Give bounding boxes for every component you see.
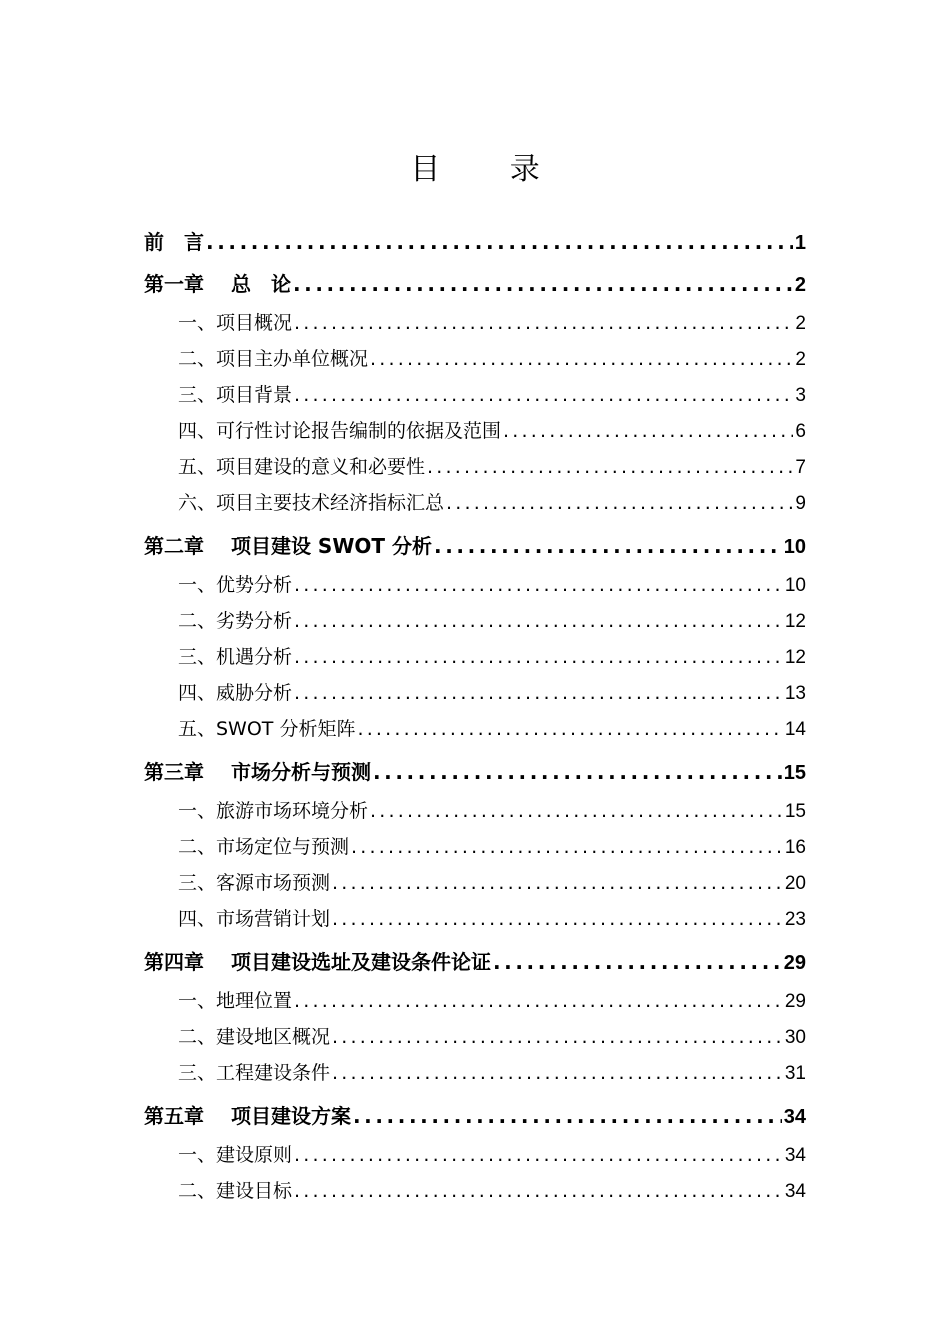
toc-entry-label: 一、旅游市场环境分析	[178, 800, 369, 822]
toc-section-row[interactable]	[144, 829, 806, 865]
toc-page-number: 10	[784, 575, 806, 596]
toc-entry-label: 三、工程建设条件	[178, 1062, 331, 1084]
toc-page-number: 14	[784, 719, 806, 740]
toc-entry-label: 三、项目背景	[178, 384, 293, 406]
toc-section-row[interactable]	[144, 603, 806, 639]
toc-page-number: 30	[784, 1027, 806, 1048]
toc-entry-label: 四、威胁分析	[178, 682, 293, 704]
toc-page-number: 6	[795, 421, 806, 442]
toc-leader-dots	[206, 221, 793, 263]
toc-entry-label: 一、优势分析	[178, 574, 293, 596]
toc-section-row[interactable]	[144, 639, 806, 675]
toc-section-row[interactable]	[144, 793, 806, 829]
toc-page-number: 31	[784, 1063, 806, 1084]
toc-entry-label: 二、劣势分析	[178, 610, 293, 632]
toc-leader-dots	[294, 305, 793, 341]
toc-page-number: 3	[795, 385, 806, 406]
toc-entry-label: 四、可行性讨论报告编制的依据及范围	[178, 420, 502, 442]
toc-section-row[interactable]	[144, 711, 806, 747]
toc-entry-label: 第一章 总 论	[144, 272, 291, 296]
toc-section-row[interactable]	[144, 485, 806, 521]
toc-entry-label: 五、SWOT 分析矩阵	[178, 718, 356, 740]
toc-entry-label: 四、市场营销计划	[178, 908, 331, 930]
toc-chapter-row[interactable]	[144, 1095, 806, 1137]
toc-leader-dots	[357, 711, 782, 747]
toc-entry-label: 第二章 项目建设 SWOT 分析	[144, 534, 432, 558]
toc-leader-dots	[294, 675, 783, 711]
toc-section-row[interactable]	[144, 305, 806, 341]
toc-section-row[interactable]	[144, 1173, 806, 1209]
toc-section-row[interactable]	[144, 983, 806, 1019]
toc-page-number: 9	[795, 493, 806, 514]
toc-leader-dots	[332, 1055, 783, 1091]
toc-page-number: 12	[784, 647, 806, 668]
toc-entry-label: 二、建设目标	[178, 1180, 293, 1202]
toc-leader-dots	[294, 639, 783, 675]
toc-chapter-row[interactable]	[144, 221, 806, 263]
toc-leader-dots	[370, 793, 783, 829]
toc-leader-dots	[294, 983, 783, 1019]
toc-page-number: 34	[783, 1106, 806, 1128]
toc-section-row[interactable]	[144, 901, 806, 937]
toc-page-number: 34	[784, 1145, 806, 1166]
toc-section-row[interactable]	[144, 1019, 806, 1055]
toc-section-row[interactable]	[144, 1137, 806, 1173]
toc-leader-dots	[351, 829, 783, 865]
toc-page-number: 2	[795, 313, 806, 334]
toc-leader-dots	[493, 941, 782, 983]
toc-leader-dots	[332, 1019, 783, 1055]
toc-chapter-row[interactable]	[144, 751, 806, 793]
toc-leader-dots	[434, 525, 782, 567]
toc-page-number: 29	[783, 952, 806, 974]
toc-section-row[interactable]	[144, 341, 806, 377]
toc-page-number: 2	[795, 349, 806, 370]
toc-entry-label: 二、市场定位与预测	[178, 836, 350, 858]
toc-page-number: 7	[795, 457, 806, 478]
toc-entry-label: 六、项目主要技术经济指标汇总	[178, 492, 445, 514]
table-of-contents	[144, 221, 806, 1209]
toc-leader-dots	[294, 1137, 783, 1173]
toc-leader-dots	[503, 413, 793, 449]
toc-entry-label: 前 言	[144, 230, 204, 254]
toc-leader-dots	[332, 865, 783, 901]
toc-page-number: 15	[783, 762, 806, 784]
toc-entry-label: 一、建设原则	[178, 1144, 293, 1166]
toc-entry-label: 二、项目主办单位概况	[178, 348, 369, 370]
toc-leader-dots	[373, 751, 782, 793]
toc-chapter-row[interactable]	[144, 263, 806, 305]
toc-page-number: 29	[784, 991, 806, 1012]
toc-entry-label: 第四章 项目建设选址及建设条件论证	[144, 950, 491, 974]
toc-leader-dots	[446, 485, 793, 521]
toc-page-number: 34	[784, 1181, 806, 1202]
toc-section-row[interactable]	[144, 675, 806, 711]
toc-entry-label: 二、建设地区概况	[178, 1026, 331, 1048]
toc-entry-label: 第五章 项目建设方案	[144, 1104, 351, 1128]
toc-leader-dots	[353, 1095, 782, 1137]
toc-section-row[interactable]	[144, 567, 806, 603]
toc-leader-dots	[294, 377, 793, 413]
toc-section-row[interactable]	[144, 865, 806, 901]
toc-page-number: 13	[784, 683, 806, 704]
toc-entry-label: 三、机遇分析	[178, 646, 293, 668]
toc-chapter-row[interactable]	[144, 941, 806, 983]
toc-page-number: 2	[794, 274, 806, 296]
toc-page-number: 12	[784, 611, 806, 632]
toc-entry-label: 五、项目建设的意义和必要性	[178, 456, 426, 478]
page-title: 目 录	[410, 152, 570, 188]
toc-leader-dots	[370, 341, 793, 377]
toc-page-number: 23	[784, 909, 806, 930]
toc-chapter-row[interactable]	[144, 525, 806, 567]
toc-leader-dots	[294, 1173, 783, 1209]
toc-entry-label: 三、客源市场预测	[178, 872, 331, 894]
toc-section-row[interactable]	[144, 449, 806, 485]
toc-leader-dots	[294, 567, 783, 603]
toc-entry-label: 第三章 市场分析与预测	[144, 760, 371, 784]
toc-page-number: 15	[784, 801, 806, 822]
toc-section-row[interactable]	[144, 413, 806, 449]
toc-leader-dots	[427, 449, 793, 485]
toc-leader-dots	[293, 263, 793, 305]
toc-leader-dots	[332, 901, 783, 937]
toc-section-row[interactable]	[144, 377, 806, 413]
toc-entry-label: 一、地理位置	[178, 990, 293, 1012]
toc-page-number: 1	[794, 232, 806, 254]
toc-page-number: 20	[784, 873, 806, 894]
toc-section-row[interactable]	[144, 1055, 806, 1091]
toc-leader-dots	[294, 603, 783, 639]
toc-page-number: 16	[784, 837, 806, 858]
toc-page-number: 10	[783, 536, 806, 558]
toc-entry-label: 一、项目概况	[178, 312, 293, 334]
